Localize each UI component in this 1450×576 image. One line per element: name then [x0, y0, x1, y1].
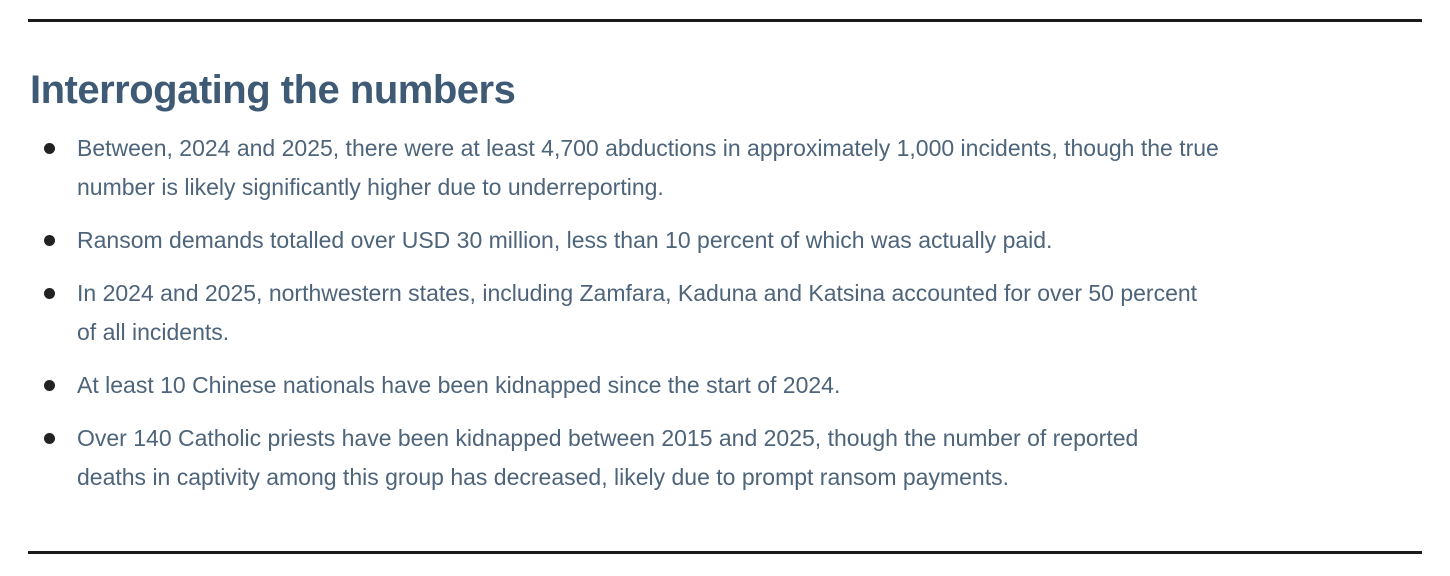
bullet-item — [30, 129, 1430, 207]
bullet-item — [30, 419, 1430, 497]
section-heading: Interrogating the numbers — [30, 68, 516, 112]
bullet-icon — [44, 433, 55, 444]
bullet-text-line: of all incidents. — [77, 319, 230, 345]
bullet-item — [30, 366, 1430, 405]
bullet-text-line: At least 10 Chinese nationals have been kidnapped since the start of 2024. — [77, 372, 841, 398]
bullet-item — [30, 221, 1430, 260]
bullet-text-line: In 2024 and 2025, northwestern states, including Zamfara, Kaduna and Katsina accounted for over 50 percent — [77, 280, 1198, 306]
bullet-icon — [44, 288, 55, 299]
bullet-text-line: number is likely significantly higher due to underreporting. — [77, 174, 664, 200]
bottom-divider — [28, 551, 1422, 554]
bullet-icon — [44, 235, 55, 246]
bullet-text-line: Ransom demands totalled over USD 30 million, less than 10 percent of which was actually paid. — [77, 227, 1053, 253]
bullet-icon — [44, 143, 55, 154]
bullet-text-line: Between, 2024 and 2025, there were at least 4,700 abductions in approximately 1,000 incidents, though the true — [77, 135, 1219, 161]
bullet-item — [30, 274, 1430, 352]
bullet-icon — [44, 380, 55, 391]
bullet-list — [30, 129, 1430, 497]
bullet-text-line: Over 140 Catholic priests have been kidnapped between 2015 and 2025, though the number of reported — [77, 425, 1139, 451]
article-content — [30, 0, 1430, 511]
bullet-text-line: deaths in captivity among this group has decreased, likely due to prompt ransom payments. — [77, 464, 1009, 490]
